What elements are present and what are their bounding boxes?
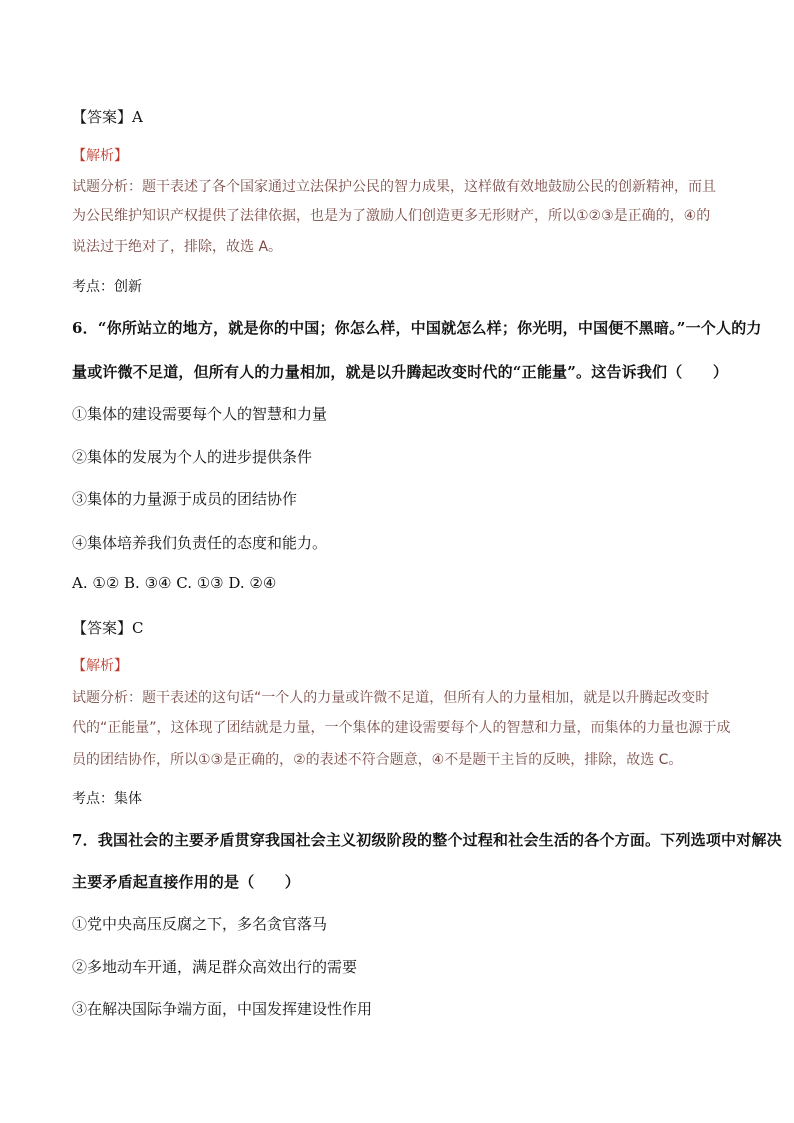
q6-analysis-line: 员的团结协作，所以①③是正确的，②的表述不符合题意，④不是题干主旨的反映，排除，故选 C。 [72,752,683,768]
q6-analysis-tag: 【解析】 [72,658,128,674]
q6-statement: ④集体培养我们负责任的态度和能力。 [72,534,328,552]
q7-statement: ①党中央高压反腐之下，多名贪官落马 [72,915,328,933]
q6-stem-line: 6．“你所站立的地方，就是你的中国；你怎么样，中国就怎么样；你光明，中国便不黑暗。”一个人的力 [72,319,762,337]
q6-statement: ①集体的建设需要每个人的智慧和力量 [72,405,328,423]
q5-analysis-line: 说法过于绝对了，排除，故选 A。 [72,239,283,255]
q7-statement: ②多地动车开通，满足群众高效出行的需要 [72,958,358,976]
q6-analysis-line: 代的“正能量”，这体现了团结就是力量，一个集体的建设需要每个人的智慧和力量，而集体的力量也源于成 [72,720,731,736]
answer-value: C [132,619,144,637]
q6-statement: ②集体的发展为个人的进步提供条件 [72,448,313,466]
q5-analysis-tag: 【解析】 [72,148,128,164]
q6-choices: A. ①② B. ③④ C. ①③ D. ②④ [72,574,277,592]
answer-label: 【答案】 [72,619,133,637]
q6-statement: ③集体的力量源于成员的团结协作 [72,490,298,508]
q5-answer [72,106,143,127]
answer-label: 【答案】 [72,108,133,126]
q6-stem-line: 量或许微不足道，但所有人的力量相加，就是以升腾起改变时代的“正能量”。这告诉我们（ ） [72,363,729,381]
q7-statement: ③在解决国际争端方面，中国发挥建设性作用 [72,1000,373,1018]
q6-answer [72,617,144,638]
answer-value: A [132,108,143,126]
q5-analysis-line: 试题分析：题干表述了各个国家通过立法保护公民的智力成果，这样做有效地鼓励公民的创新精神，而且 [72,179,716,195]
q7-stem-line: 7．我国社会的主要矛盾贯穿我国社会主义初级阶段的整个过程和社会生活的各个方面。下列选项中对解决 [72,831,782,849]
q6-analysis-line: 试题分析：题干表述的这句话“一个人的力量或许微不足道，但所有人的力量相加，就是以升腾起改变时 [72,690,710,706]
q6-knowledge-point: 考点：集体 [72,791,142,807]
q5-analysis-line: 为公民维护知识产权提供了法律依据，也是为了激励人们创造更多无形财产，所以①②③是正确的，④的 [72,208,711,224]
q5-knowledge-point: 考点：创新 [72,279,142,295]
q7-stem-line: 主要矛盾起直接作用的是（ ） [72,873,301,891]
